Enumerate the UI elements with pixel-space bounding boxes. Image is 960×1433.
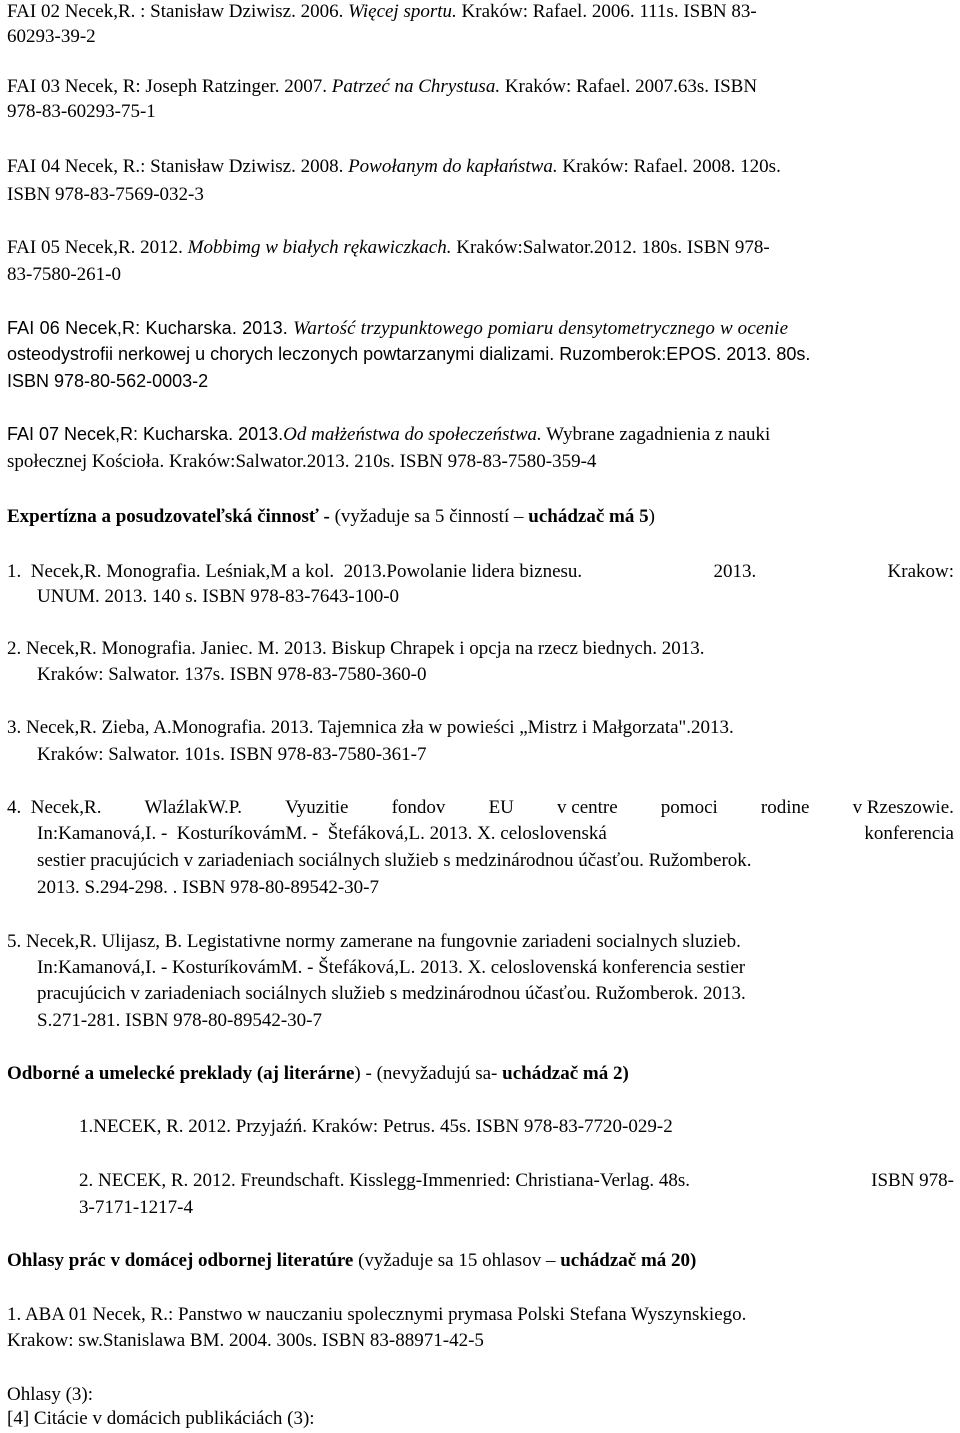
list-item-text: 1. Necek,R. Monografia. Leśniak,M a kol. 2013.Powolanie lidera biznesu. <box>7 561 583 582</box>
entry-text: FAI 02 Necek,R. : Stanisław Dziwisz. 2006. <box>7 1 349 22</box>
section-heading-expert <box>7 502 655 531</box>
list-item-text: 4. Necek,R. <box>7 797 102 818</box>
fai07-line2: społecznej Kościoła. Kraków:Salwator.2013. 210s. ISBN 978-83-7580-359-4 <box>7 451 597 472</box>
list-item-text: konferencia <box>864 823 954 844</box>
translation-item-2-line1 <box>79 1166 954 1195</box>
expert-item-5-line3: pracujúcich v zariadeniach sociálnych služieb s medzinárodnou účasťou. Ružomberok. 2013. <box>37 983 746 1004</box>
list-item-text: WlaźlakW.P. <box>144 797 243 818</box>
heading-normal: ) - (nevyžadujú sa- <box>354 1063 503 1084</box>
entry-text: Kraków: Rafael. 2008. 120s. <box>557 156 781 177</box>
heading-bold: uchádzač má 2) <box>502 1063 629 1084</box>
entry-title: Powołanym do kapłaństwa. <box>348 156 558 177</box>
fai05-line2: 83-7580-261-0 <box>7 264 121 285</box>
list-item-text: 2. NECEK, R. 2012. Freundschaft. Kisslegg-Immenried: Christiana-Verlag. 48s. <box>79 1170 691 1191</box>
fai02-line2: 60293-39-2 <box>7 26 96 47</box>
translation-item-1: 1.NECEK, R. 2012. Przyjaźń. Kraków: Petrus. 45s. ISBN 978-83-7720-029-2 <box>79 1116 673 1137</box>
fai02-line1 <box>7 0 757 26</box>
list-item-text: Krakow: <box>887 561 954 582</box>
fai06-line3: ISBN 978-80-562-0003-2 <box>7 371 209 391</box>
list-item-text: v centre <box>557 797 618 818</box>
list-item-text: rodine <box>760 797 810 818</box>
fai04-line2: ISBN 978-83-7569-032-3 <box>7 184 204 205</box>
entry-title: Wartość trzypunktowego pomiaru densytometrycznego w ocenie <box>293 318 789 339</box>
citacie-label: [4] Citácie v domácich publikáciách (3): <box>7 1408 315 1429</box>
expert-item-4-line1 <box>7 793 954 822</box>
entry-title: Mobbimg w białych rękawiczkach. <box>187 237 452 258</box>
fai03-line2: 978-83-60293-75-1 <box>7 101 156 122</box>
expert-item-1-line2: UNUM. 2013. 140 s. ISBN 978-83-7643-100-0 <box>37 586 400 607</box>
entry-text: Kraków: Rafael. 2006. 111s. ISBN 83- <box>456 1 757 22</box>
fai06-line1 <box>7 314 788 343</box>
list-item-text: EU <box>488 797 514 818</box>
list-item-text: v Rzeszowie. <box>852 797 954 818</box>
expert-item-4-line3: sestier pracujúcich v zariadeniach sociálnych služieb s medzinárodnou účasťou. Ružomberok. <box>37 850 752 871</box>
heading-normal: (vyžaduje sa 15 ohlasov – <box>358 1250 561 1271</box>
heading-bold: uchádzač má 5 <box>528 506 649 527</box>
expert-item-5-line2: In:Kamanová,I. - KosturíkovámM. - Štefáková,L. 2013. X. celoslovenská konferencia sestier <box>37 957 746 978</box>
entry-title: Od małżeństwa do społeczeństwa. <box>283 424 542 445</box>
entry-text: Kraków:Salwator.2012. 180s. ISBN 978- <box>451 237 770 258</box>
expert-item-2-line1: 2. Necek,R. Monografia. Janiec. M. 2013. Biskup Chrapek i opcja na rzecz biednych. 2013. <box>7 638 705 659</box>
expert-item-3-line1: 3. Necek,R. Zieba, A.Monografia. 2013. Tajemnica zła w powieści „Mistrz i Małgorzata".2013. <box>7 717 734 738</box>
entry-text: Kraków: Rafael. 2007.63s. ISBN <box>500 76 758 97</box>
fai06-line2: osteodystrofii nerkowej u chorych leczonych powtarzanymi dializami. Ruzomberok:EPOS. 2013. 80s. <box>7 344 811 364</box>
section-heading-citations <box>7 1246 696 1275</box>
entry-title: Więcej sportu. <box>348 1 457 22</box>
citation-item-1-line1 <box>7 1300 746 1329</box>
entry-title: Patrzeć na Chrystusa. <box>331 76 501 97</box>
expert-item-4-line2 <box>37 819 954 848</box>
list-item-text: ISBN 978- <box>871 1170 954 1191</box>
heading-bold: Odborné a umelecké preklady (aj literárne <box>7 1063 355 1084</box>
section-heading-translations <box>7 1059 629 1088</box>
citation-item-1-line2: Krakow: sw.Stanislawa BM. 2004. 300s. ISBN 83-88971-42-5 <box>7 1330 484 1351</box>
expert-item-4-line4: 2013. S.294-298. . ISBN 978-80-89542-30-7 <box>37 877 379 898</box>
entry-text: FAI 05 Necek,R. 2012. <box>7 237 188 258</box>
expert-item-5-line1: 5. Necek,R. Ulijasz, B. Legistativne normy zamerane na fungovnie zariadeni socialnych sluzieb. <box>7 931 741 952</box>
list-item-text: 1. ABA 01 Necek, R.: Panstwo w nauczaniu spolecznymi prymasa Polski Stefana Wyszynskiego. <box>7 1304 747 1325</box>
heading-bold: uchádzač má 20) <box>560 1250 697 1271</box>
heading-normal: (vyžaduje sa 5 činností – <box>329 506 529 527</box>
entry-text: FAI 07 Necek,R: Kucharska. 2013. <box>7 424 284 444</box>
heading-bold: Expertízna a posudzovateľská činnosť - <box>7 506 330 527</box>
translation-item-2-line2: 3-7171-1217-4 <box>79 1197 193 1218</box>
entry-text: FAI 04 Necek, R.: Stanisław Dziwisz. 2008. <box>7 156 349 177</box>
list-item-text: 2013. <box>713 561 757 582</box>
entry-text: Wybrane zagadnienia z nauki <box>541 424 771 445</box>
list-item-text: fondov <box>391 797 446 818</box>
entry-text: FAI 06 Necek,R: Kucharska. 2013. <box>7 318 294 338</box>
entry-text: FAI 03 Necek, R: Joseph Ratzinger. 2007. <box>7 76 332 97</box>
ohlasy-label: Ohlasy (3): <box>7 1384 94 1405</box>
fai05-line1 <box>7 233 770 262</box>
expert-item-2-line2: Kraków: Salwator. 137s. ISBN 978-83-7580-360-0 <box>37 664 427 685</box>
expert-item-5-line4: S.271-281. ISBN 978-80-89542-30-7 <box>37 1010 322 1031</box>
fai04-line1 <box>7 152 781 181</box>
list-item-text: pomoci <box>660 797 718 818</box>
heading-bold: Ohlasy prác v domácej odbornej literatúre <box>7 1250 359 1271</box>
expert-item-3-line2: Kraków: Salwator. 101s. ISBN 978-83-7580-361-7 <box>37 744 427 765</box>
heading-normal: ) <box>648 506 655 527</box>
list-item-text: Vyuzitie <box>285 797 349 818</box>
fai07-line1 <box>7 420 770 449</box>
list-item-text: In:Kamanová,I. - KosturíkovámM. - Štefáková,L. 2013. X. celoslovenská <box>37 823 607 844</box>
